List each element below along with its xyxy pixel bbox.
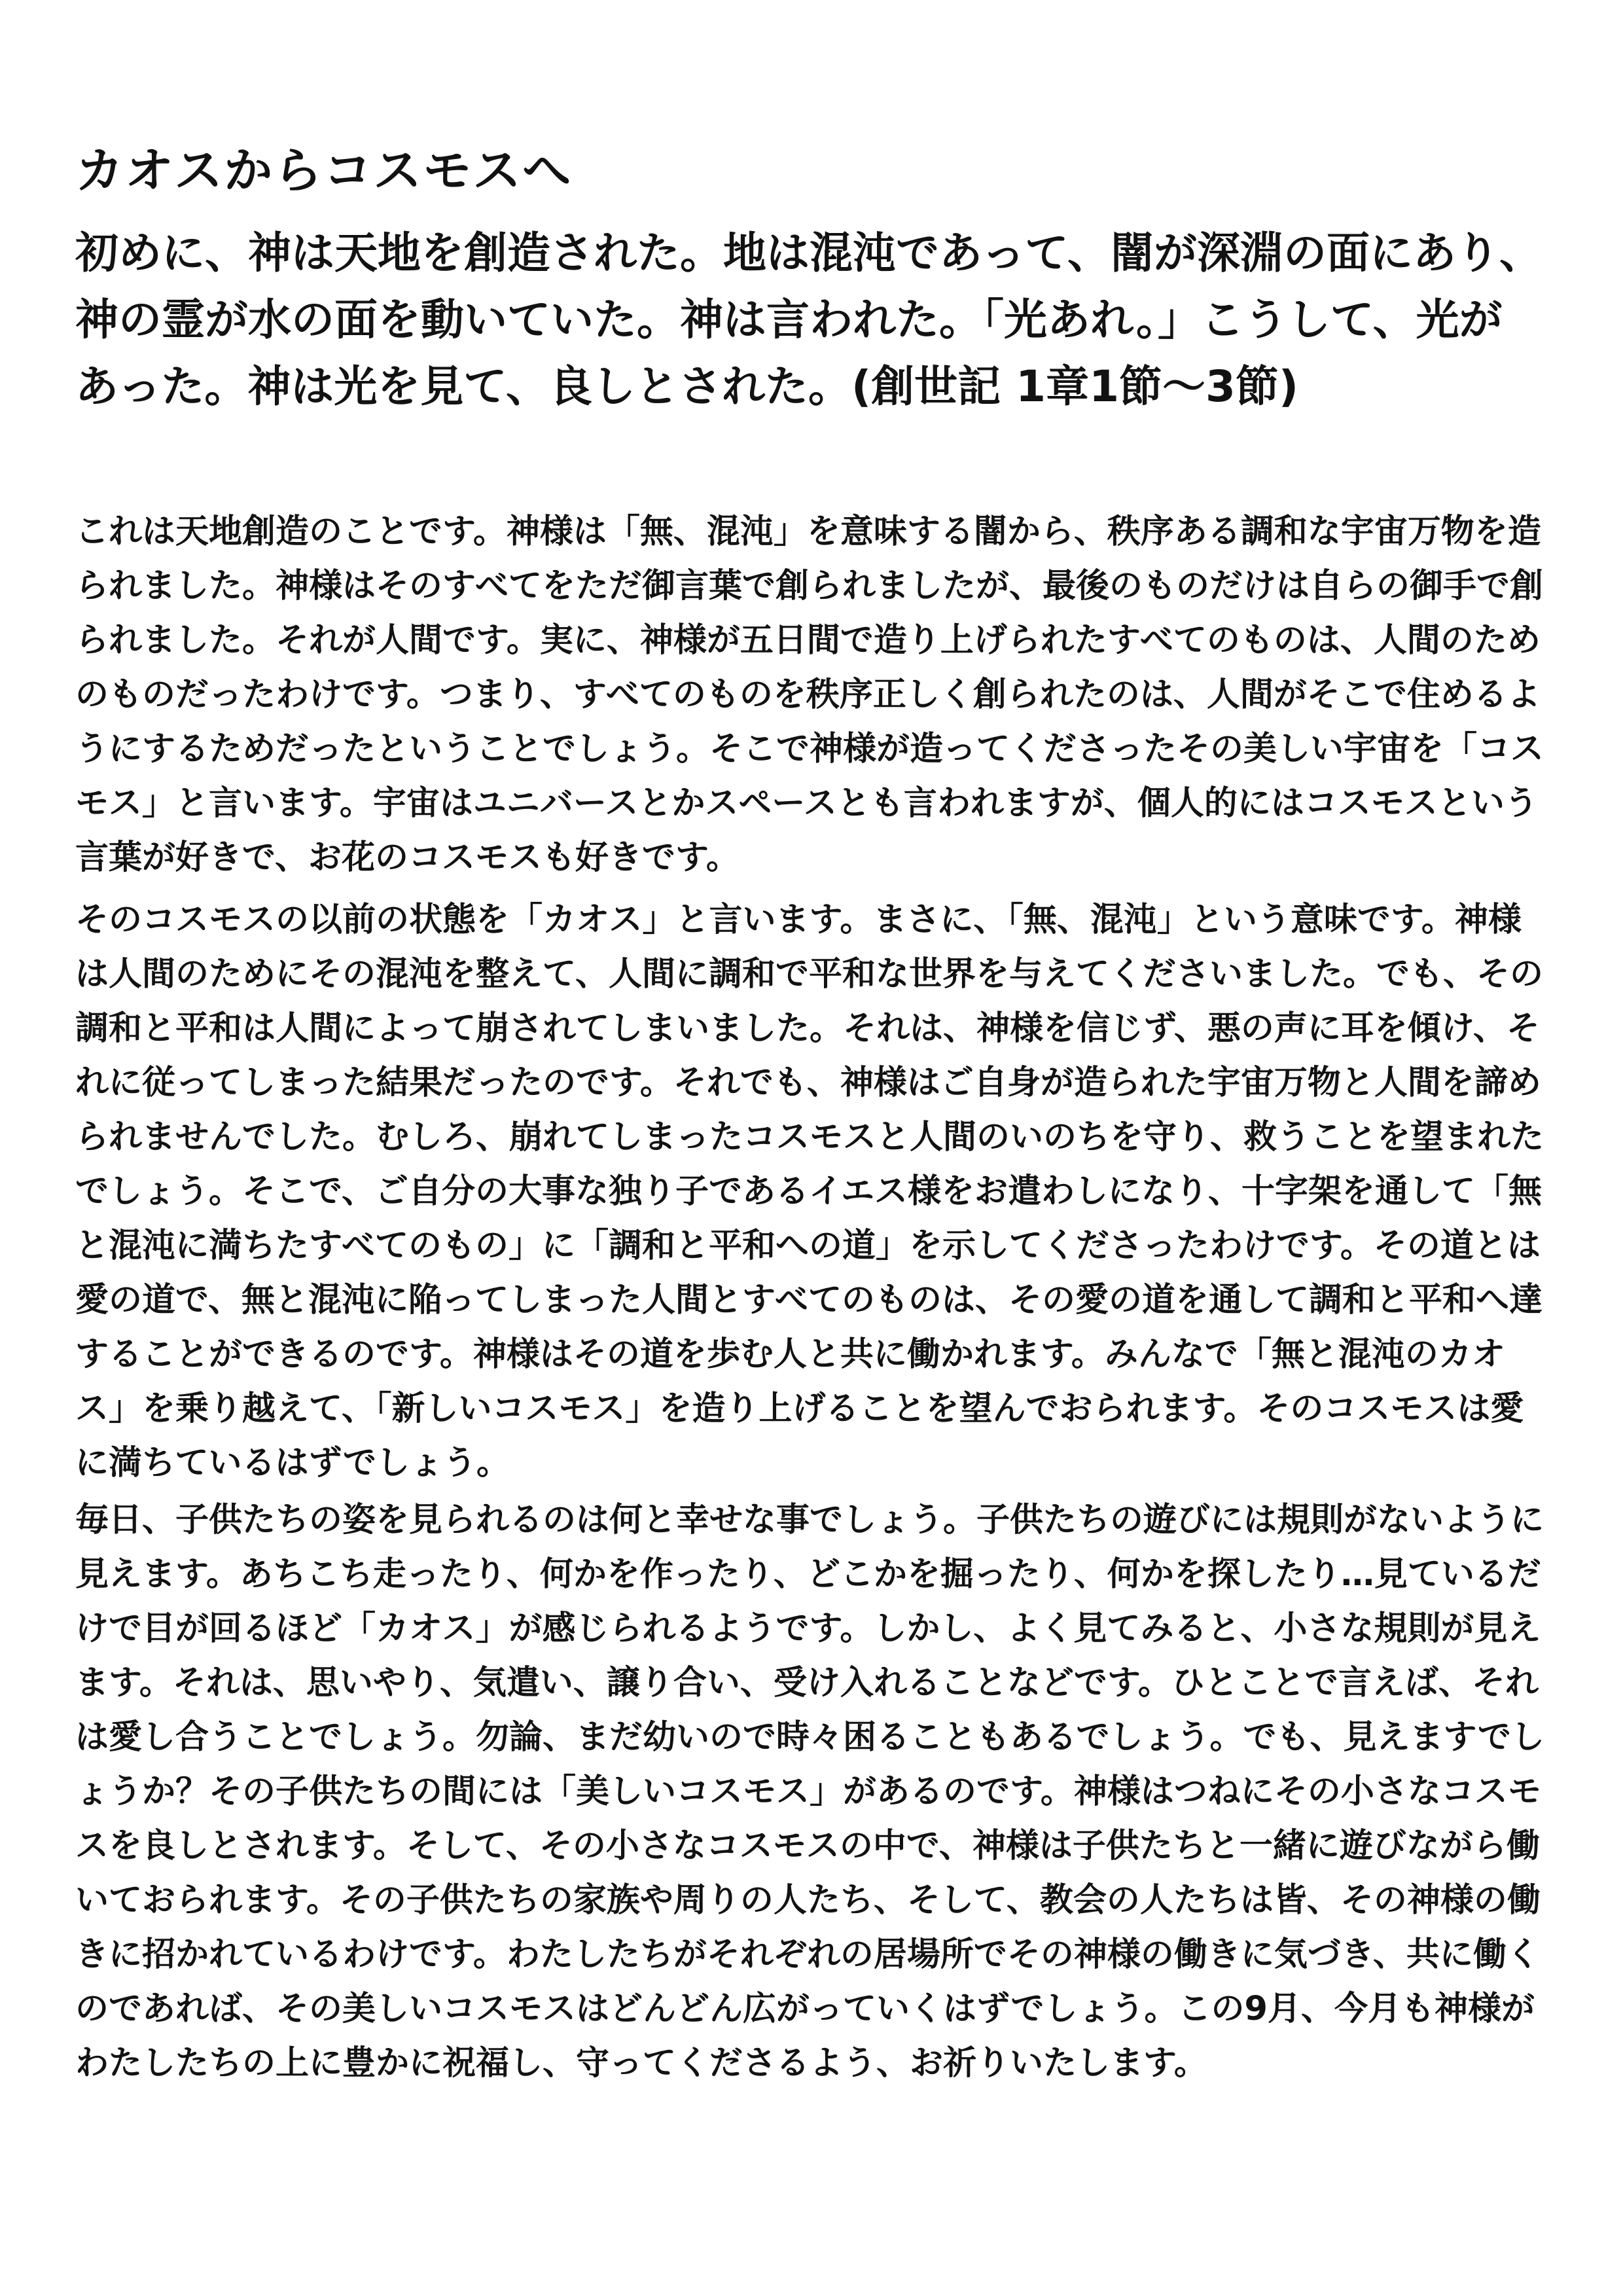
body-line: ょうか？その子供たちの間には「美しいコスモス」があるのです。神様はつねにその小さなコスモ [75, 1772, 1541, 1811]
body-line: れに従ってしまった結果だったのです。それでも、神様はご自身が造られた宇宙万物と人間を諦め [75, 1064, 1541, 1102]
body-paragraph-1 [75, 505, 1554, 885]
body-line: いておられます。その子供たちの家族や周りの人たち、そして、教会の人たちは皆、その神様の働 [75, 1881, 1541, 1920]
body-line: きに招かれているわけです。わたしたちがそれぞれの居場所でその神様の働きに気づき、共に働く [75, 1935, 1540, 1974]
body-line: られました。神様はそのすべてをただ御言葉で創られましたが、最後のものだけは自らの御手で創 [75, 567, 1543, 605]
body-line: そのコスモスの以前の状態を「カオス」と言います。まさに、「無、混沌」という意味です。神様 [75, 901, 1522, 939]
body-line: は人間のためにその混沌を整えて、人間に調和で平和な世界を与えてくださいました。でも、その [75, 955, 1543, 994]
body-line: これは天地創造のことです。神様は「無、混沌」を意味する闇から、秩序ある調和な宇宙万物を造 [75, 512, 1541, 551]
scripture-line: あった。神は光を見て、良しとされた。(創世記 1章1節～3節) [75, 361, 1299, 412]
scripture-line: 神の霊が水の面を動いていた。神は言われた。「光あれ。」こうして、光が [75, 295, 1503, 345]
body-line: られました。それが人間です。実に、神様が五日間で造り上げられたすべてのものは、人間のため [75, 621, 1541, 660]
body-line: に満ちているはずでしょう。 [75, 1444, 510, 1482]
body-line: は愛し合うことでしょう。勿論、まだ幼いので時々困ることもあるでしょう。でも、見えますでし [75, 1718, 1545, 1757]
body-line: 言葉が好きで、お花のコスモスも好きです。 [75, 838, 740, 877]
body-line: 毎日、子供たちの姿を見られるのは何と幸せな事でしょう。子供たちの遊びには規則がないように [75, 1501, 1544, 1539]
body-line: わたしたちの上に豊かに祝福し、守ってくださるよう、お祈りいたします。 [75, 2044, 1207, 2083]
body-paragraph-2 [75, 893, 1554, 1490]
body-line: と混沌に満ちたすべてのもの」に「調和と平和への道」を示してくださったわけです。その道とは [75, 1227, 1541, 1265]
body-line: ス」を乗り越えて、「新しいコスモス」を造り上げることを望んでおられます。そのコスモスは愛 [75, 1390, 1524, 1428]
body-paragraph-3 [75, 1493, 1554, 2090]
body-line: のであれば、その美しいコスモスはどんどん広がっていくはずでしょう。この9月、今月も神様が [75, 1990, 1535, 2028]
scripture-quote [75, 220, 1554, 420]
body-line: のものだったわけです。つまり、すべてのものを秩序正しく創られたのは、人間がそこで住めるよ [75, 675, 1541, 714]
body-line: することができるのです。神様はその道を歩む人と共に働かれます。みんなで「無と混沌のカオ [75, 1335, 1505, 1374]
body-line: うにするためだったということでしょう。そこで神様が造ってくださったその美しい宇宙を「コス [75, 730, 1544, 768]
body-line: スを良しとされます。そして、その小さなコスモスの中で、神様は子供たちと一緒に遊びながら働 [75, 1827, 1540, 1865]
body-line: られませんでした。むしろ、崩れてしまったコスモスと人間のいのちを守り、救うことを望まれた [75, 1118, 1544, 1157]
body-line: ます。それは、思いやり、気遣い、譲り合い、受け入れることなどです。ひとことで言えば、それ [75, 1664, 1539, 1702]
body-line: モス」と言います。宇宙はユニバースとかスペースとも言われますが、個人的にはコスモスという [75, 784, 1538, 823]
body-line: でしょう。そこで、ご自分の大事な独り子であるイエス様をお遣わしになり、十字架を通して「無 [75, 1172, 1542, 1211]
body-line: 愛の道で、無と混沌に陥ってしまった人間とすべてのものは、その愛の道を通して調和と平和へ達 [75, 1281, 1543, 1319]
scripture-line: 初めに、神は天地を創造された。地は混沌であって、闇が深淵の面にあり、 [75, 228, 1543, 278]
page-title: カオスからコスモスへ [75, 143, 573, 199]
body-line: けで目が回るほど「カオス」が感じられるようです。しかし、よく見てみると、小さな規則が見え [75, 1609, 1541, 1648]
body-line: 調和と平和は人間によって崩されてしまいました。それは、神様を信じず、悪の声に耳を傾け、そ [75, 1009, 1540, 1048]
body-line: 見えます。あちこち走ったり、何かを作ったり、どこかを掘ったり、何かを探したり…見ているだ [75, 1555, 1541, 1594]
